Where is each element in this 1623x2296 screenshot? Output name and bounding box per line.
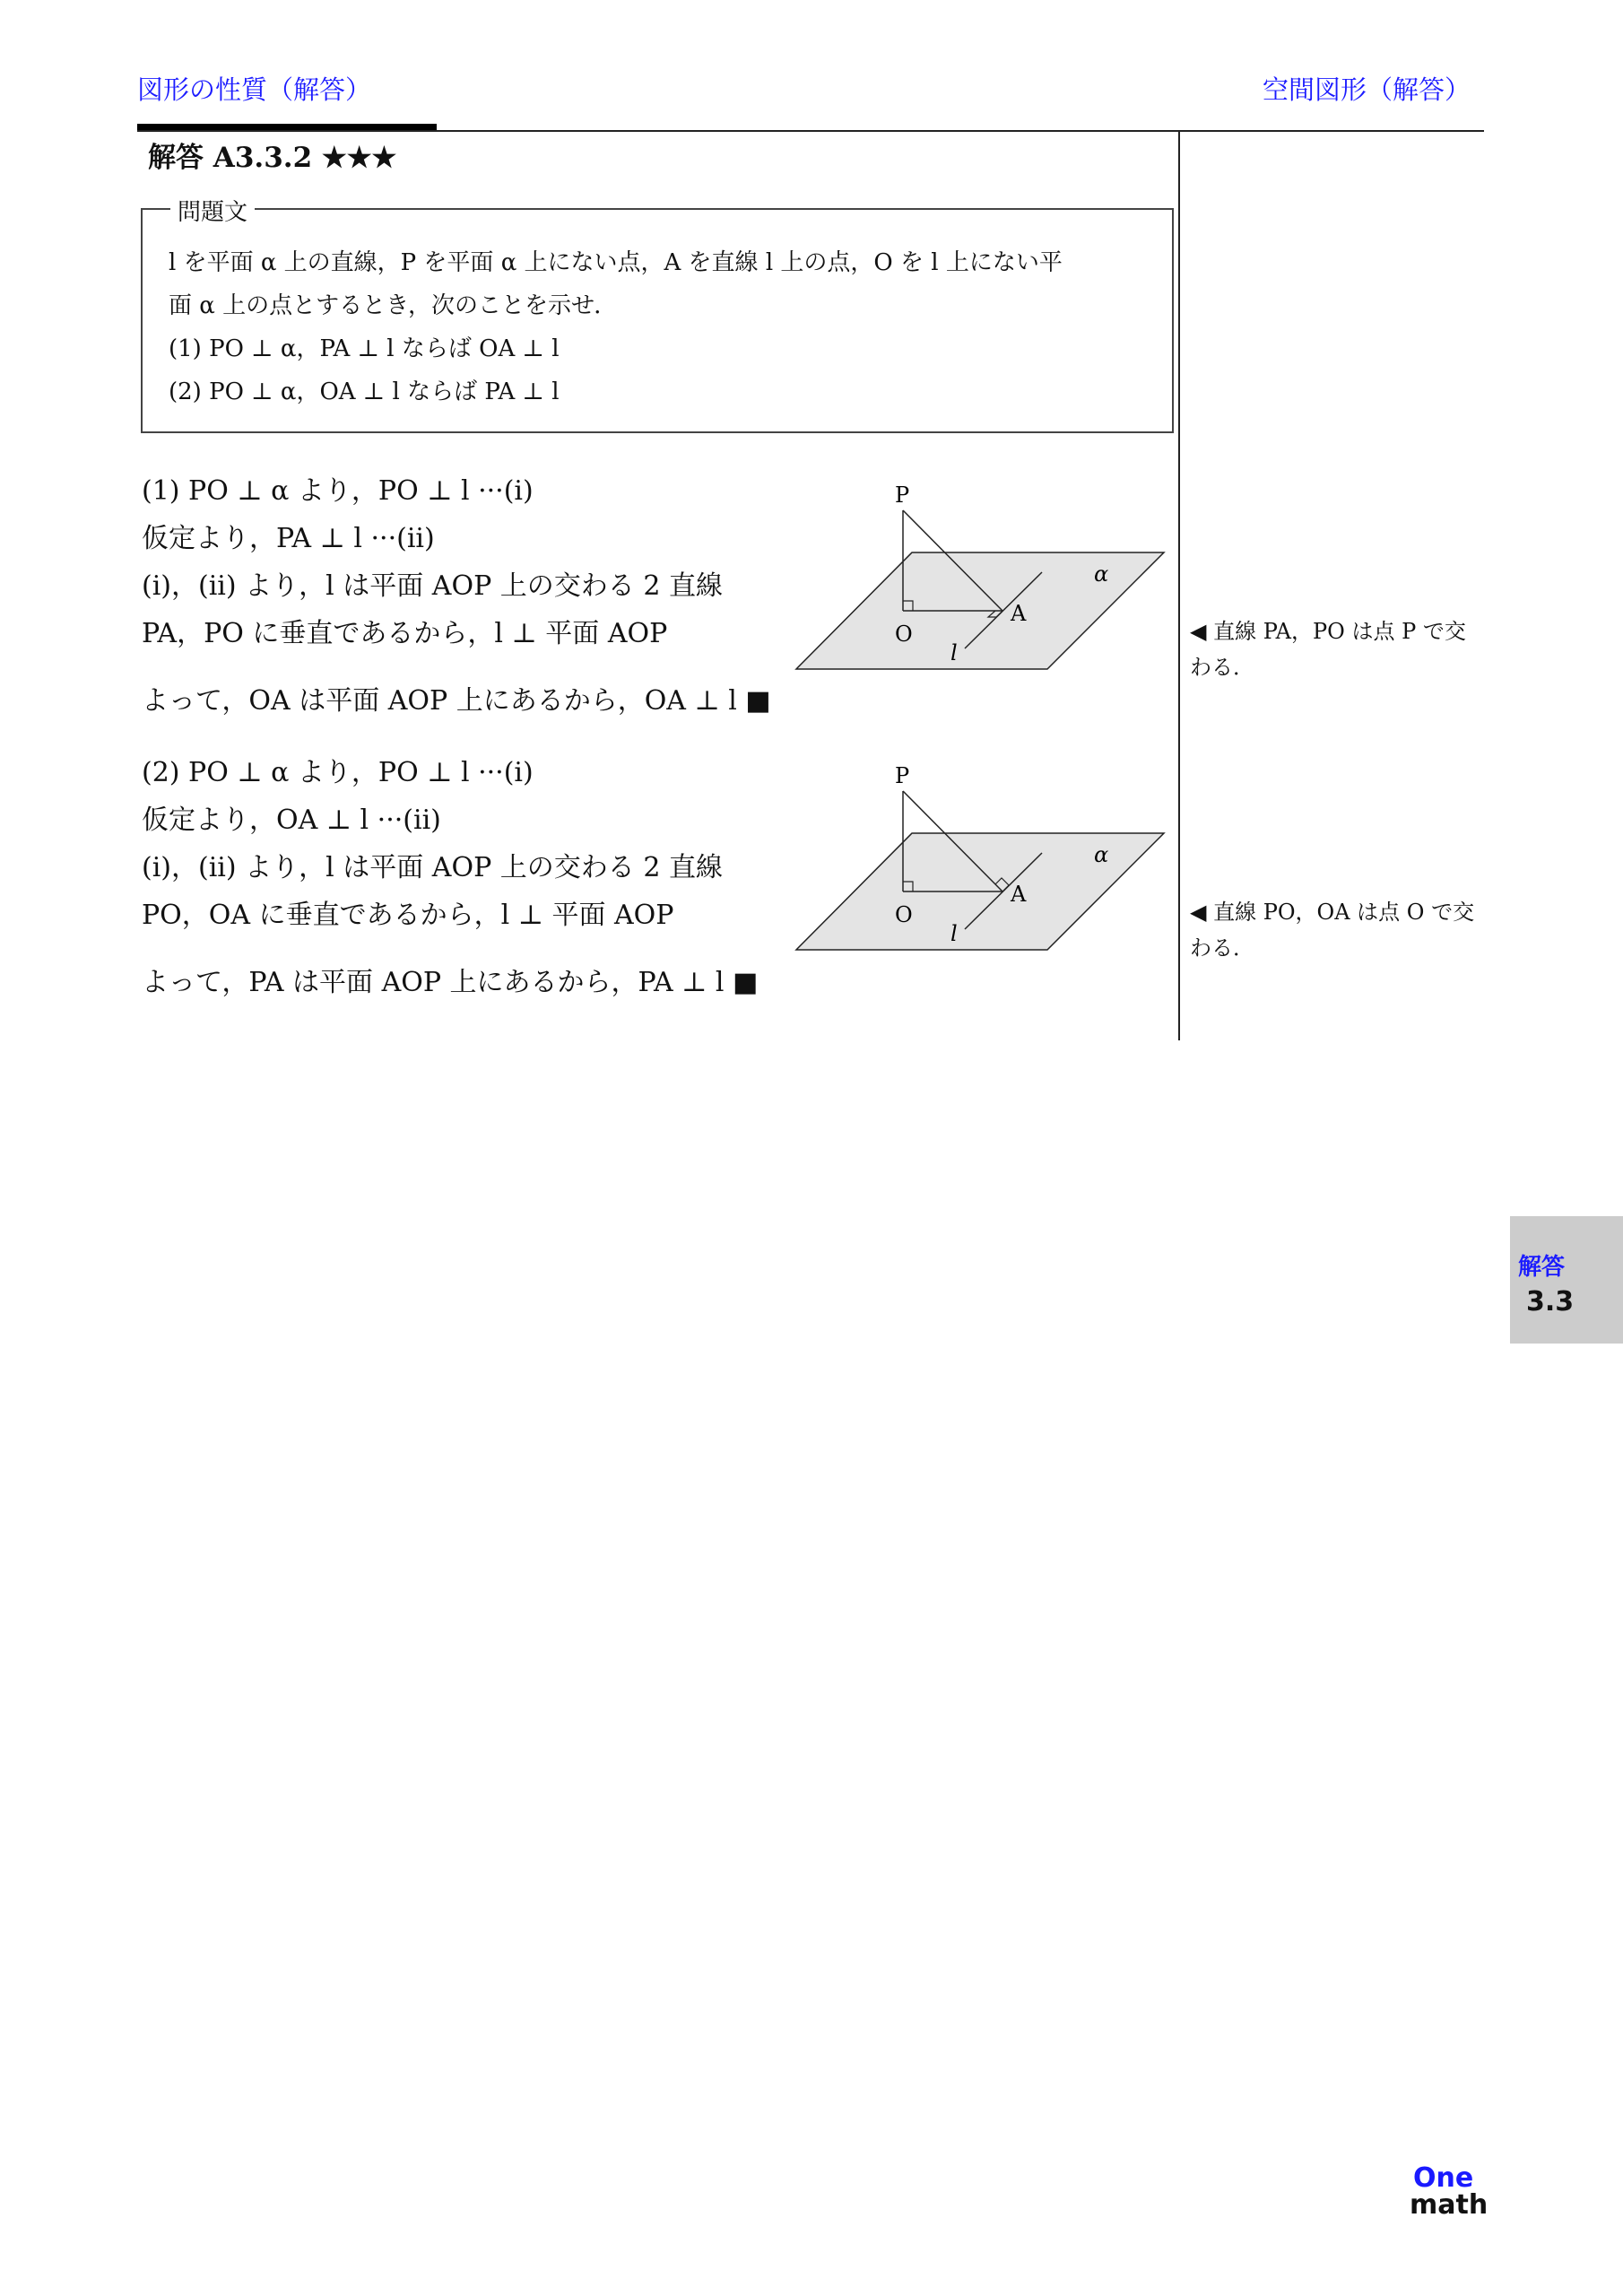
solution1-line: (1) PO ⊥ α より，PO ⊥ l ···(i) (142, 475, 534, 507)
label-alpha: α (1094, 561, 1109, 587)
label-l: l (950, 640, 958, 665)
tab-number: 3.3 (1526, 1286, 1575, 1318)
solution2-conclusion: よって，PA は平面 AOP 上にあるから，PA ⊥ l ■ (142, 967, 759, 998)
onemath-logo (1410, 2162, 1488, 2221)
label-A: A (1011, 882, 1027, 907)
logo-math: math (1410, 2189, 1488, 2221)
solution2-note: わる． (1190, 935, 1254, 961)
label-P: P (895, 763, 910, 788)
solution2-line: 仮定より，OA ⊥ l ···(ii) (142, 804, 441, 836)
label-alpha: α (1094, 842, 1109, 867)
margin-divider (1178, 131, 1180, 1040)
solution1-note: わる． (1190, 655, 1254, 680)
problem-line: 面 α 上の点とするとき，次のことを示せ． (169, 292, 618, 319)
logo-one: One (1413, 2162, 1474, 2194)
label-P: P (895, 483, 910, 508)
solution1-line: (i)，(ii) より，l は平面 AOP 上の交わる 2 直線 (142, 570, 723, 602)
label-l: l (950, 921, 958, 946)
header-chapter[interactable]: 図形の性質（解答） (137, 74, 372, 105)
solution1-line: 仮定より，PA ⊥ l ···(ii) (142, 523, 435, 554)
solution1-note: ◀ 直線 PA，PO は点 P で交 (1190, 619, 1466, 644)
problem-line: l を平面 α 上の直線，P を平面 α 上にない点，A を直線 l 上の点，O を l 上にない平 (169, 249, 1063, 276)
solution1-line: PA，PO に垂直であるから，l ⊥ 平面 AOP (142, 618, 668, 649)
solution2-line: (i)，(ii) より，l は平面 AOP 上の交わる 2 直線 (142, 852, 723, 883)
solution2-line: PO，OA に垂直であるから，l ⊥ 平面 AOP (142, 900, 674, 931)
diagram-2 (780, 747, 1175, 962)
label-O: O (895, 622, 913, 647)
tab-label: 解答 (1518, 1254, 1566, 1281)
answer-title: 解答 A3.3.2 ★★★ (148, 142, 397, 174)
header-rule (137, 130, 1484, 132)
problem-legend: 問題文 (170, 194, 255, 227)
section-tab[interactable] (1510, 1216, 1623, 1344)
diagram-1 (780, 466, 1175, 682)
label-A: A (1011, 601, 1027, 626)
problem-line: (2) PO ⊥ α，OA ⊥ l ならば PA ⊥ l (169, 378, 560, 405)
label-O: O (895, 902, 913, 927)
solution2-line: (2) PO ⊥ α より，PO ⊥ l ···(i) (142, 757, 534, 788)
problem-line: (1) PO ⊥ α，PA ⊥ l ならば OA ⊥ l (169, 335, 560, 362)
solution2-note: ◀ 直線 PO，OA は点 O で交 (1190, 900, 1475, 925)
header-section[interactable]: 空間図形（解答） (1262, 74, 1471, 105)
solution1-conclusion: よって，OA は平面 AOP 上にあるから，OA ⊥ l ■ (142, 685, 771, 717)
